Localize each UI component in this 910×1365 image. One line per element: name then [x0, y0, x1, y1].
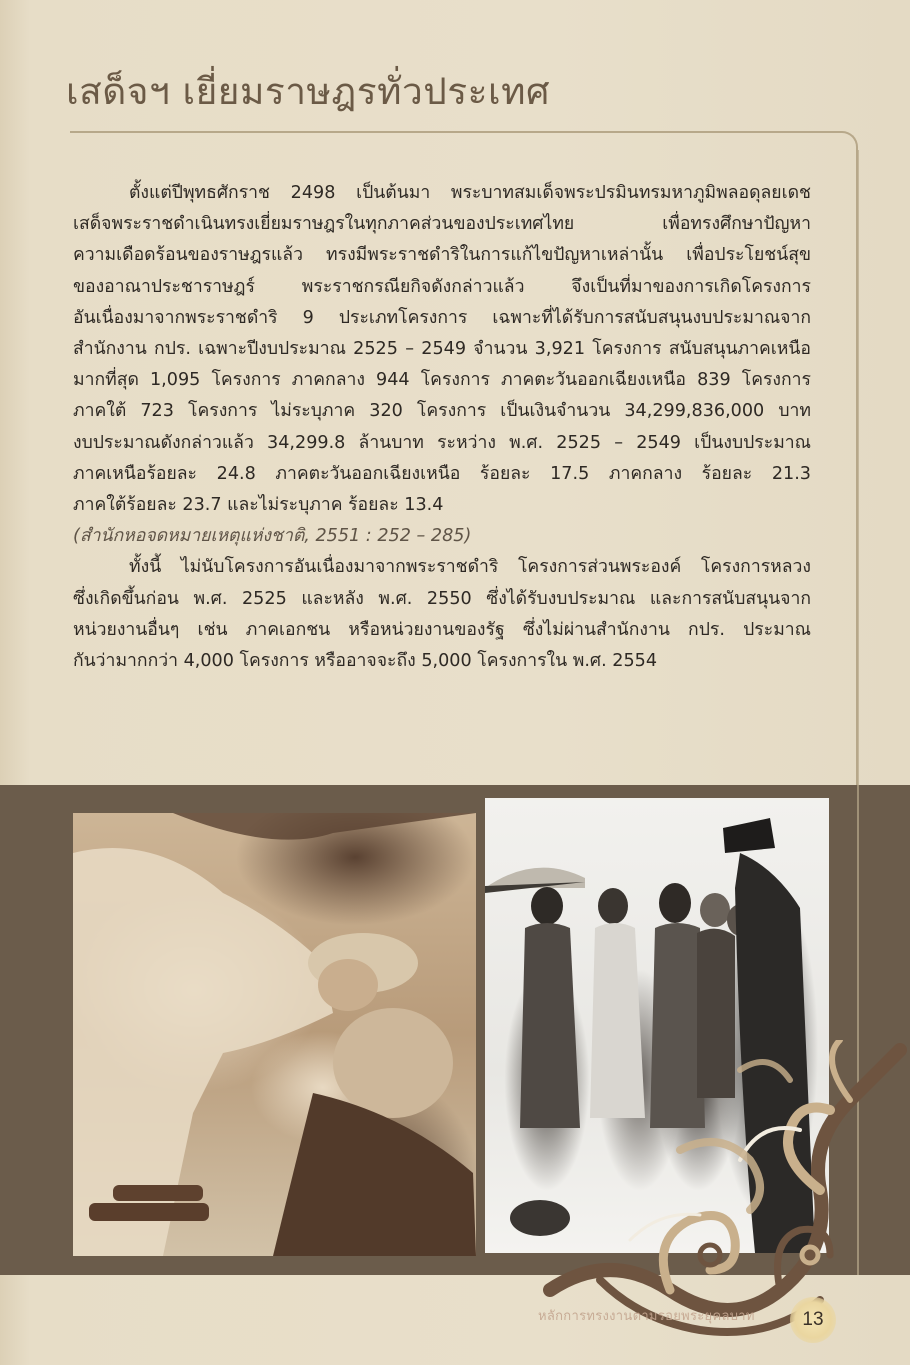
photo-king-greeting-villager: [73, 813, 476, 1256]
text-line: งบประมาณดังกล่าวแล้ว 34,299.8 ล้านบาท ระหว่าง พ.ศ. 2525 – 2549 เป็นงบประมาณ: [73, 432, 811, 453]
photo-royal-couple-greeting-women: [485, 798, 829, 1253]
text-line: ตั้งแต่ปีพุทธศักราช 2498 เป็นต้นมา พระบาทสมเด็จพระปรมินทรมหาภูมิพลอดุลยเดช: [129, 183, 811, 203]
text-line: ภาคเหนือร้อยละ 24.8 ภาคตะวันออกเฉียงเหนือ ร้อยละ 17.5 ภาคกลาง ร้อยละ 21.3: [73, 463, 811, 484]
page-number-badge: [790, 1297, 836, 1343]
photo-right-illustration: [485, 798, 829, 1253]
body-text: [73, 178, 811, 677]
citation: (สำนักหอจดหมายเหตุแห่งชาติ, 2551 : 252 – 285): [73, 526, 472, 547]
text-line: สำนักงาน กปร. เฉพาะปีงบประมาณ 2525 – 2549 จำนวน 3,921 โครงการ สนับสนุนภาคเหนือ: [73, 339, 811, 360]
text-line: ความเดือดร้อนของราษฎรแล้ว ทรงมีพระราชดำริในการแก้ไขปัญหาเหล่านั้น เพื่อประโยชน์สุข: [73, 245, 811, 266]
text-line: หน่วยงานอื่นๆ เช่น ภาคเอกชน หรือหน่วยงานของรัฐ ซึ่งไม่ผ่านสำนักงาน กปร. ประมาณ: [73, 619, 811, 640]
right-margin-rule: [857, 150, 859, 1275]
text-line: เสด็จพระราชดำเนินทรงเยี่ยมราษฎรในทุกภาคส่วนของประเทศไทย เพื่อทรงศึกษาปัญหา: [73, 214, 811, 235]
page-title: เสด็จฯ เยี่ยมราษฎรทั่วประเทศ: [66, 70, 551, 113]
text-line: ของอาณาประชาราษฎร์ พระราชกรณียกิจดังกล่าวแล้ว จึงเป็นที่มาของการเกิดโครงการ: [73, 276, 811, 297]
text-line: กันว่ามากกว่า 4,000 โครงการ หรืออาจจะถึง 5,000 โครงการใน พ.ศ. 2554: [73, 651, 658, 672]
text-line: มากที่สุด 1,095 โครงการ ภาคกลาง 944 โครงการ ภาคตะวันออกเฉียงเหนือ 839 โครงการ: [73, 370, 811, 391]
paragraph-2: [73, 552, 811, 677]
text-line: อันเนื่องมาจากพระราชดำริ 9 ประเภทโครงการ เฉพาะที่ได้รับการสนับสนุนงบประมาณจาก: [73, 307, 811, 328]
text-line: ภาคใต้ร้อยละ 23.7 และไม่ระบุภาค ร้อยละ 13.4: [73, 495, 444, 516]
text-line: ภาคใต้ 723 โครงการ ไม่ระบุภาค 320 โครงการ เป็นเงินจำนวน 34,299,836,000 บาท: [73, 401, 811, 422]
text-line: ทั้งนี้ ไม่นับโครงการอันเนื่องมาจากพระราชดำริ โครงการส่วนพระองค์ โครงการหลวง: [129, 557, 811, 578]
text-line: ซึ่งเกิดขึ้นก่อน พ.ศ. 2525 และหลัง พ.ศ. 2550 ซึ่งได้รับงบประมาณ และการสนับสนุนจาก: [73, 588, 811, 609]
paragraph-1: [73, 178, 811, 521]
page-number: 13: [802, 1309, 824, 1330]
running-footer-title: หลักการทรงงานตามรอยพระยุคลบาท: [538, 1309, 755, 1324]
photo-left-illustration: [73, 813, 476, 1256]
